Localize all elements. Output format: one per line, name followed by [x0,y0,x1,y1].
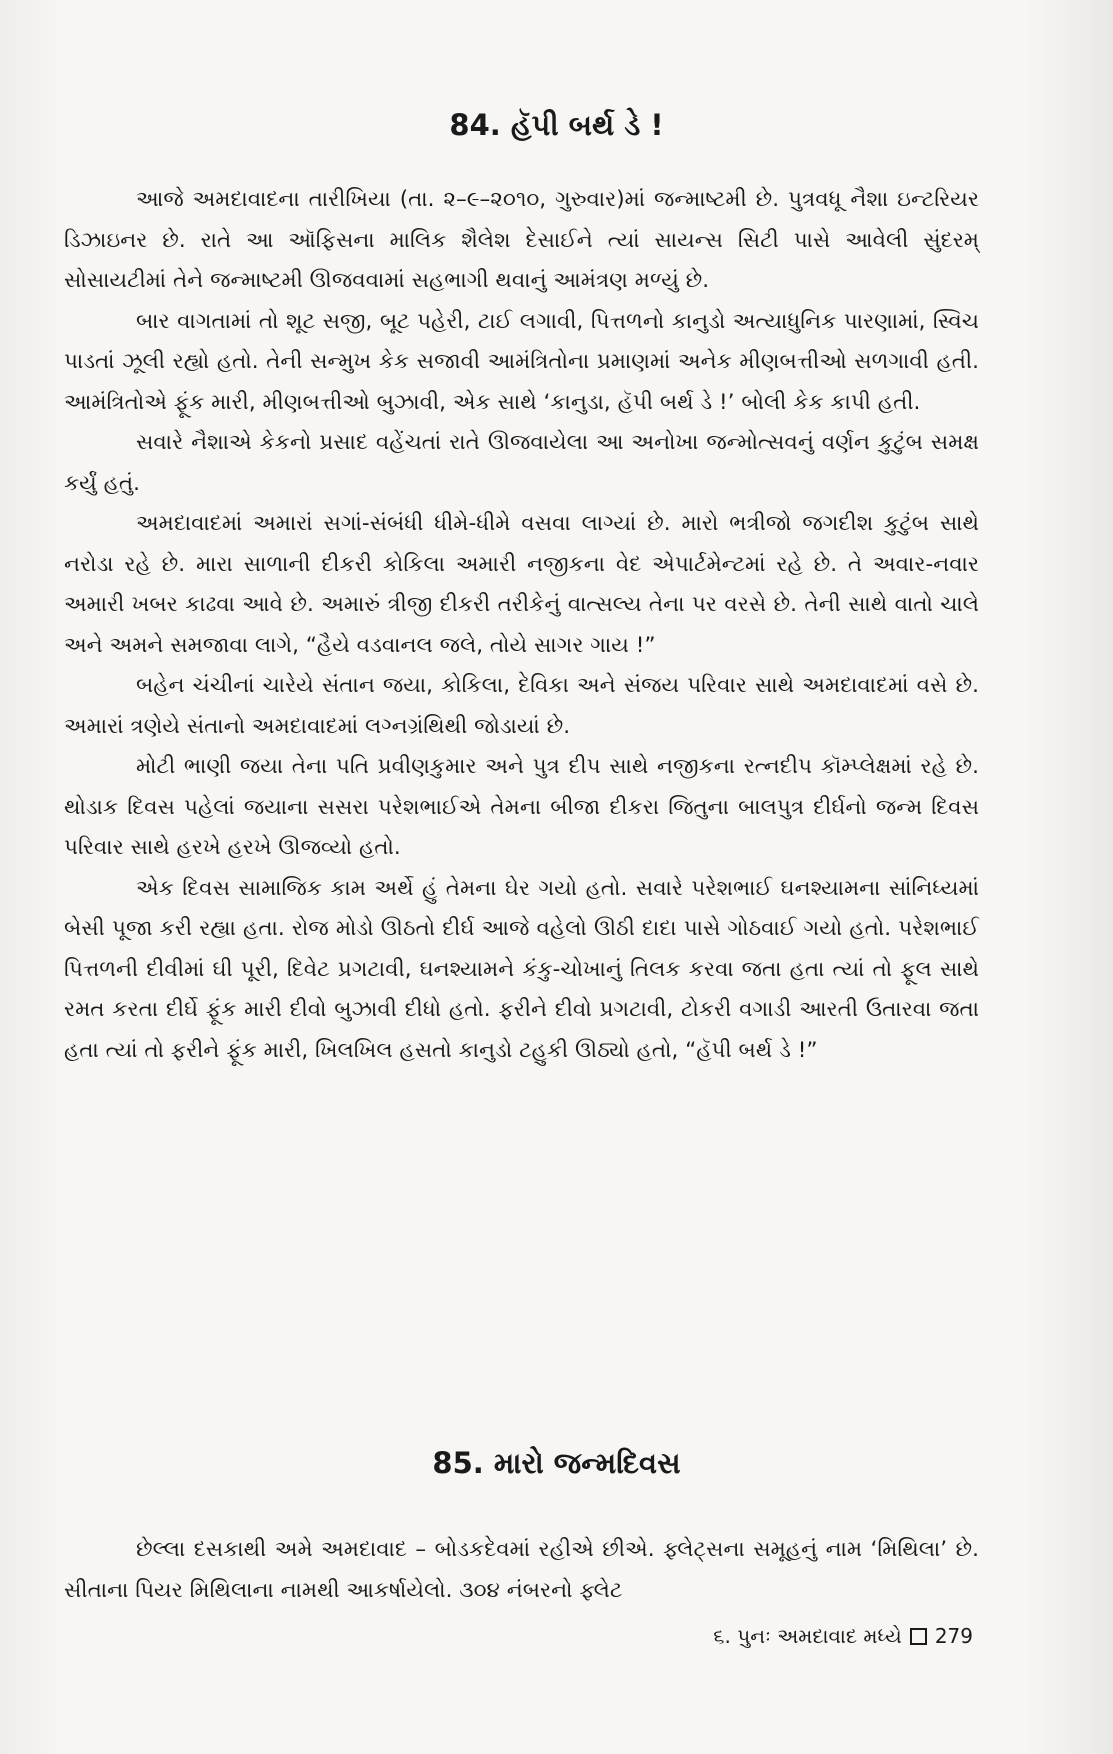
section-84-paragraph-7: એક દિવસ સામાજિક કામ અર્થે હું તેમના ઘેર ગયો હતો. સવારે પરેશભાઈ ઘનશ્યામના સાંનિધ્યમાં બેસી પૂજા કરી રહ્યા હતા. રોજ મોડો ઊઠતો દીર્ઘ આજે વહેલો ઊઠી દાદા પાસે ગોઠવાઈ ગયો હતો. પરેશભાઈ પિત્તળની દીવીમાં ઘી પૂરી, દિવેટ પ્રગટાવી, ઘનશ્યામને કંકુ-ચોખાનું તિલક કરવા જતા હતા ત્યાં તો ફૂલ સાથે રમત કરતા દીર્ઘે ફૂંક મારી દીવો બુઝાવી દીધો હતો. ફરીને દીવો પ્રગટાવી, ટોકરી વગાડી આરતી ઉતારવા જતા હતા ત્યાં તો ફરીને ફૂંક મારી, ખિલખિલ હસતો કાનુડો ટહુકી ઊઠ્યો હતો, “હૅપી બર્થ ડે !” [64,875,979,1063]
section-84-paragraph-6: મોટી ભાણી જયા તેના પતિ પ્રવીણકુમાર અને પુત્ર દીપ સાથે નજીકના રત્નદીપ કૉમ્પ્લેક્ષમાં રહે છે. થોડાક દિવસ પહેલાં જયાના સસરા પરેશભાઈએ તેમના બીજા દીકરા જિતુના બાલપુત્ર દીર્ઘનો જન્મ દિવસ પરિવાર સાથે હરખે હરખે ઊજવ્યો હતો. [64,754,979,860]
section-84-title: 84. હૅપી બર્થ ડે ! [449,108,664,142]
section-85-paragraph-1: છેલ્લા દસકાથી અમે અમદાવાદ – બોડકદેવમાં રહીએ છીએ. ફ્લેટ્સના સમૂહનું નામ ‘મિથિલા’ છે. સીતાના પિયર મિથિલાના નામથી આકર્ષાયેલો. ૩૦૪ નંબરનો ફ્લેટ [64,1537,979,1603]
section-84-body [64,180,979,1071]
footer-chapter: ૬. પુનઃ અમદાવાદ મધ્યે [713,1624,902,1648]
section-84-paragraph-1: આજે અમદાવાદના તારીખિયા (તા. ૨–૯–૨૦૧૦, ગુરુવાર)માં જન્માષ્ટમી છે. પુત્રવધૂ નૈશા ઇન્ટરિયર ડિઝાઇનર છે. રાતે આ ઑફિસના માલિક શૈલેશ દેસાઈને ત્યાં સાયન્સ સિટી પાસે આવેલી સુંદરમ્ સોસાયટીમાં તેને જન્માષ્ટમી ઊજવવામાં સહભાગી થવાનું આમંત્રણ મળ્યું છે. [64,187,979,293]
section-84-paragraph-3: સવારે નૈશાએ કેકનો પ્રસાદ વહેંચતાં રાતે ઊજવાયેલા આ અનોખા જન્મોત્સવનું વર્ણન કુટુંબ સમક્ષ કર્યું હતું. [64,430,979,496]
section-84-paragraph-4: અમદાવાદમાં અમારાં સગાં-સંબંધી ધીમે-ધીમે વસવા લાગ્યાં છે. મારો ભત્રીજો જગદીશ કુટુંબ સાથે નરોડા રહે છે. મારા સાળાની દીકરી કોકિલા અમારી નજીકના વેદ એપાર્ટમેન્ટમાં રહે છે. તે અવાર-નવાર અમારી ખબર કાઢવા આવે છે. અમારું ત્રીજી દીકરી તરીકેનું વાત્સલ્ય તેના પર વરસે છે. તેની સાથે વાતો ચાલે અને અમને સમજાવા લાગે, “હૈયે વડવાનલ જલે, તોયે સાગર ગાય !” [64,511,979,658]
box-icon [910,1628,927,1645]
page-footer [713,1624,973,1648]
section-84-paragraph-5: બહેન ચંચીનાં ચારેયે સંતાન જયા, કોકિલા, દેવિકા અને સંજય પરિવાર સાથે અમદાવાદમાં વસે છે. અમારાં ત્રણેયે સંતાનો અમદાવાદમાં લગ્નગ્રંથિથી જોડાયાં છે. [64,673,979,739]
page-number: 279 [934,1624,973,1648]
section-84-paragraph-2: બાર વાગતામાં તો શૂટ સજી, બૂટ પહેરી, ટાઈ લગાવી, પિત્તળનો કાનુડો અત્યાધુનિક પારણામાં, સ્વિચ પાડતાં ઝૂલી રહ્યો હતો. તેની સન્મુખ કેક સજાવી આમંત્રિતોના પ્રમાણમાં અનેક મીણબત્તીઓ સળગાવી હતી. આમંત્રિતોએ ફૂંક મારી, મીણબત્તીઓ બુઝાવી, એક સાથે ‘કાનુડા, હૅપી બર્થ ડે !’ બોલી કેક કાપી હતી. [64,308,979,415]
section-85-body [64,1530,979,1611]
section-85-title: 85. મારો જન્મદિવસ [432,1446,681,1480]
